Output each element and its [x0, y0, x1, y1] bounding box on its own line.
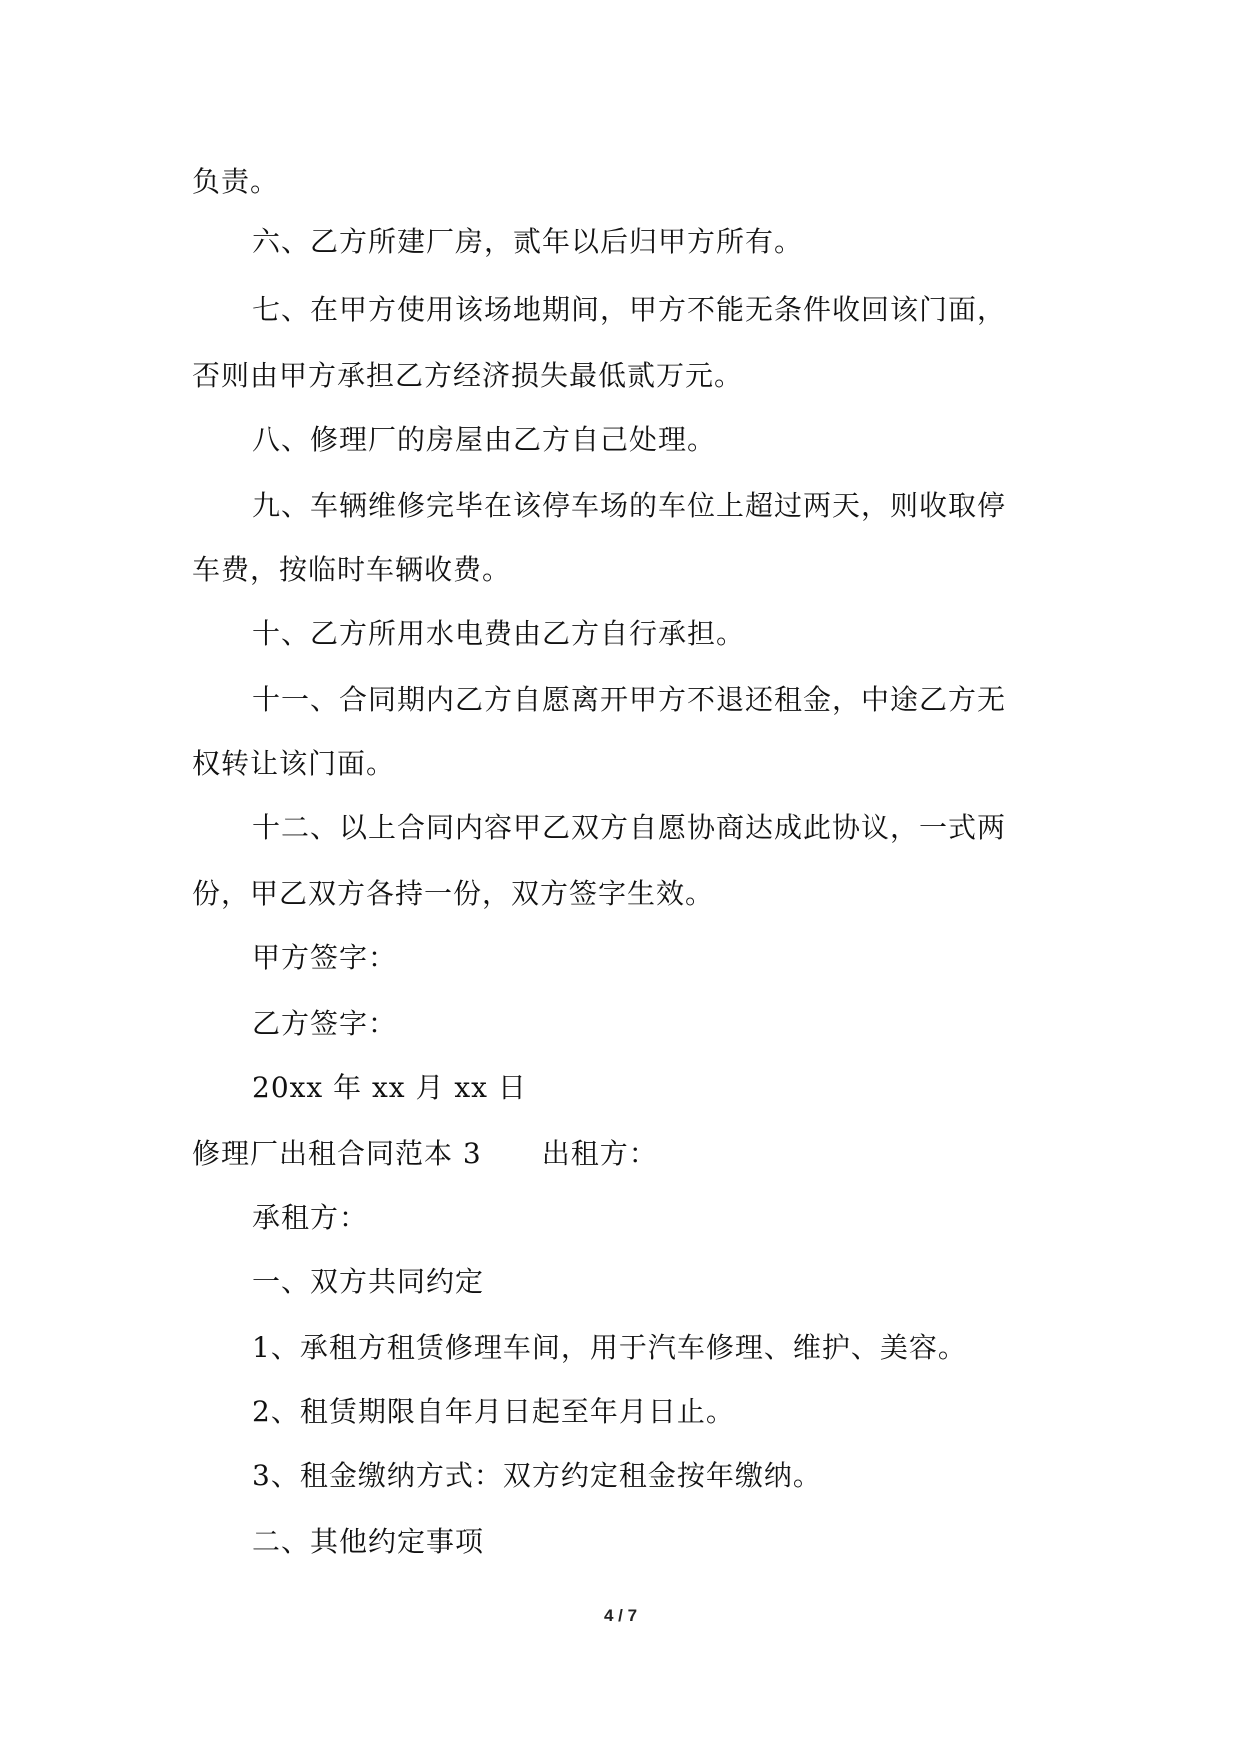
- paragraph-line: 车费，按临时车辆收费。: [192, 553, 512, 586]
- paragraph-line: 权转让该门面。: [192, 747, 396, 780]
- paragraph-line: 七、在甲方使用该场地期间，甲方不能无条件收回该门面，: [252, 293, 1007, 326]
- paragraph-line: 十一、合同期内乙方自愿离开甲方不退还租金，中途乙方无: [252, 683, 1007, 716]
- paragraph-line: 八、修理厂的房屋由乙方自己处理。: [252, 423, 717, 456]
- section-heading: [192, 1134, 658, 1174]
- date-line: 20xx 年 xx 月 xx 日: [252, 1071, 527, 1104]
- paragraph-line: 一、双方共同约定: [252, 1265, 485, 1298]
- paragraph-line: 六、乙方所建厂房，贰年以后归甲方所有。: [252, 225, 804, 258]
- party-b-signature-label: 乙方签字：: [252, 1007, 398, 1040]
- page-number: 4 / 7: [603, 1606, 638, 1625]
- paragraph-line: 十、乙方所用水电费由乙方自行承担。: [252, 617, 746, 650]
- paragraph-line: 负责。: [192, 165, 280, 198]
- paragraph-line: 十二、以上合同内容甲乙双方自愿协商达成此协议，一式两: [252, 811, 1007, 844]
- paragraph-line: 2、租赁期限自年月日起至年月日止。: [252, 1395, 735, 1428]
- paragraph-line: 否则由甲方承担乙方经济损失最低贰万元。: [192, 359, 744, 392]
- section-title: 修理厂出租合同范本 3: [192, 1137, 482, 1170]
- lessor-label: 出租方：: [541, 1137, 658, 1170]
- paragraph-line: 1、承租方租赁修理车间，用于汽车修理、维护、美容。: [252, 1331, 967, 1364]
- party-a-signature-label: 甲方签字：: [252, 941, 398, 974]
- paragraph-line: 二、其他约定事项: [252, 1525, 485, 1558]
- paragraph-line: 3、租金缴纳方式：双方约定租金按年缴纳。: [252, 1459, 822, 1492]
- lessee-label: 承租方：: [252, 1201, 369, 1234]
- paragraph-line: 份，甲乙双方各持一份，双方签字生效。: [192, 877, 715, 910]
- paragraph-line: 九、车辆维修完毕在该停车场的车位上超过两天，则收取停: [252, 489, 1007, 522]
